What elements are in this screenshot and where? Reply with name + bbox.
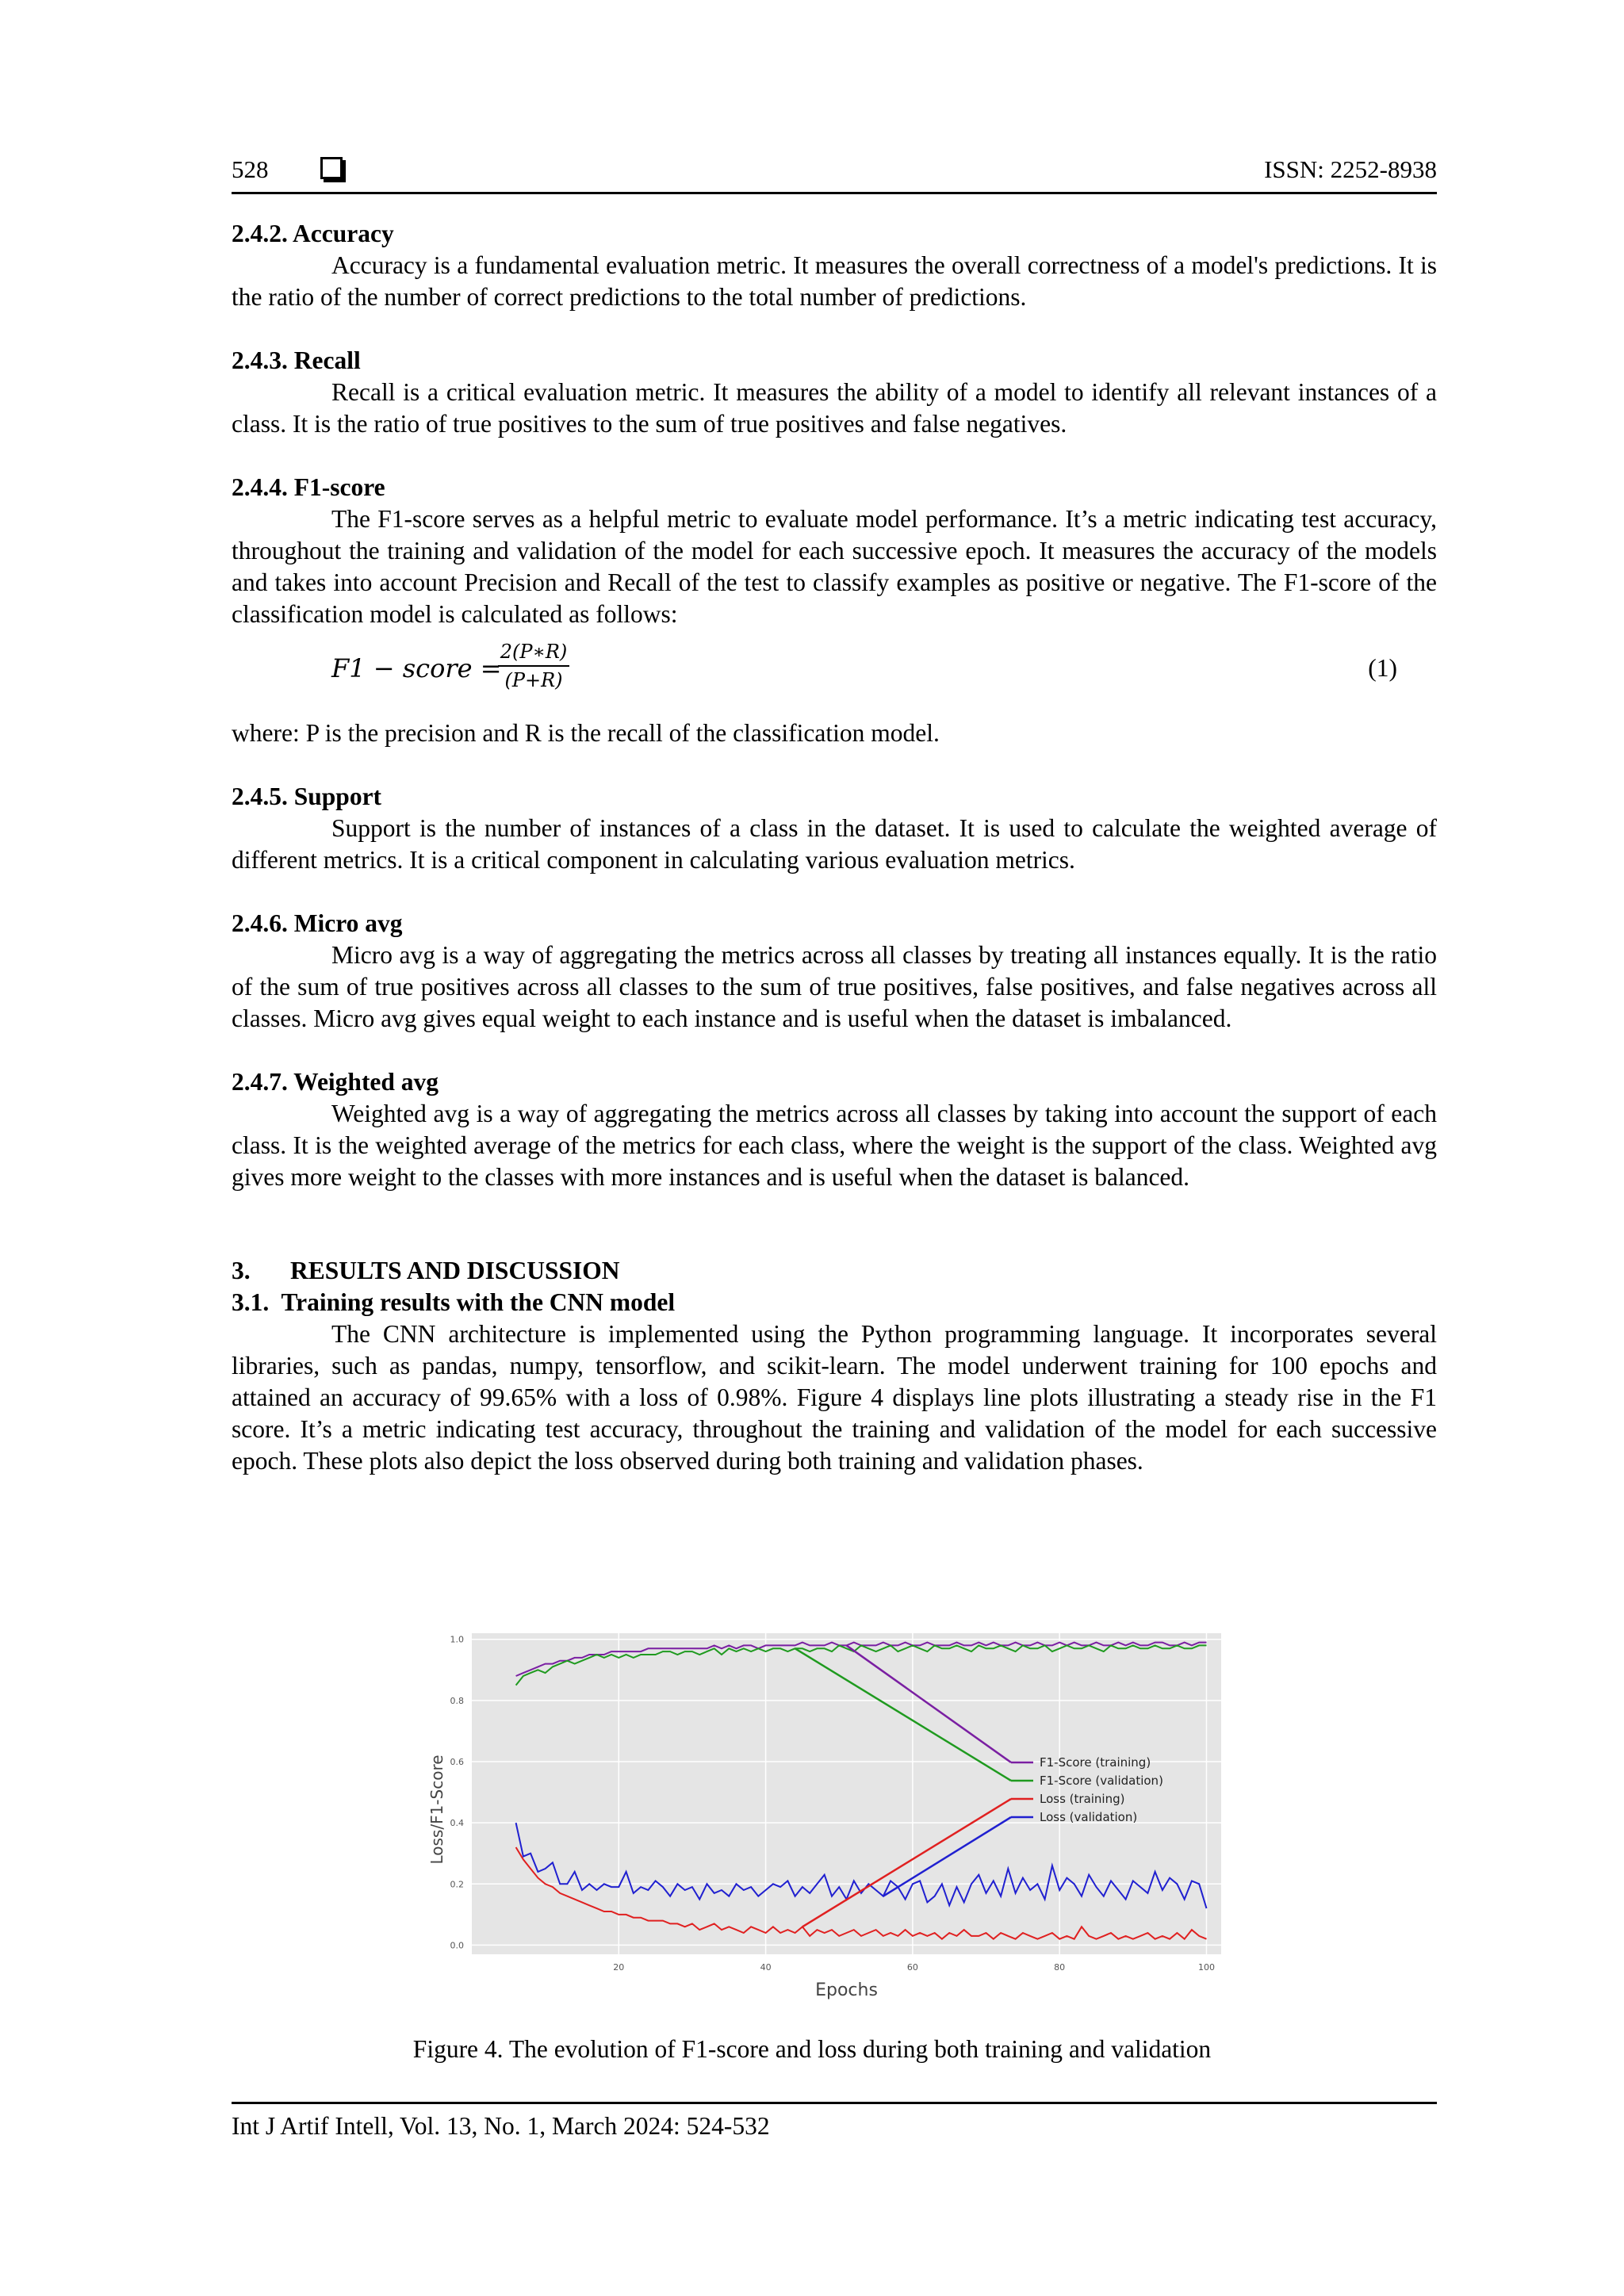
equation-where: [232, 718, 1437, 749]
x-axis-label: Epochs: [815, 1980, 878, 2000]
page-number: 528: [232, 155, 269, 183]
y-tick-label: 0.0: [450, 1940, 464, 1951]
results-subtitle: Training results with the CNN model: [281, 1288, 676, 1316]
results-subnumber: 3.1.: [232, 1288, 270, 1316]
legend-label: Loss (validation): [1040, 1810, 1138, 1824]
section-micro-avg: [232, 908, 1437, 1035]
results-subheading: [232, 1287, 1437, 1318]
legend-label: F1-Score (validation): [1040, 1774, 1163, 1788]
section-results: [232, 1255, 1437, 1477]
section-paragraph: Weighted avg is a way of aggregating the metrics across all classes by taking into account the support of each class. It is the weighted average of the metrics for each class, where the weight is the support of the class. Weighted avg gives more weight to the classes with more instances and is useful when the dataset is balanced.: [232, 1100, 1437, 1191]
checkbox-square-icon: [320, 157, 343, 179]
equation-lhs: F1 − score =: [331, 653, 502, 683]
results-title: RESULTS AND DISCUSSION: [290, 1257, 620, 1284]
equation-number: (1): [1368, 654, 1397, 682]
y-tick-label: 0.2: [450, 1879, 464, 1890]
x-tick-label: 60: [906, 1962, 918, 1973]
section-paragraph: Recall is a critical evaluation metric. It measures the ability of a model to identify all relevant instances of a class. It is the ratio of true positives to the sum of true positives and false negatives.: [232, 378, 1437, 438]
section-paragraph: Support is the number of instances of a class in the dataset. It is used to calculate the weighted average of different metrics. It is a critical component in calculating various evaluation metrics.: [232, 814, 1437, 874]
f1-loss-chart: [420, 1617, 1229, 2006]
section-weighted-avg: [232, 1066, 1437, 1193]
main-text: [232, 218, 1437, 1509]
x-tick-label: 100: [1197, 1962, 1215, 1973]
section-paragraph: Micro avg is a way of aggregating the metrics across all classes by treating all instances equally. It is the ratio of the sum of true positives across all classes to the sum of true positives, false positives, and false negatives across all classes. Micro avg gives equal weight to each instance and is useful when the dataset is imbalanced.: [232, 941, 1437, 1032]
section-paragraph: The F1-score serves as a helpful metric to evaluate model performance. It’s a metric indicating test accuracy, throughout the training and validation of the model for each successive epoch. It measures the accuracy of the models and takes into account Precision and Recall of the test to classify examples as positive or negative. The F1-score of the classification model is calculated as follows:: [232, 505, 1437, 628]
section-recall: [232, 345, 1437, 440]
section-heading: 2.4.4. F1-score: [232, 473, 385, 501]
results-paragraph: The CNN architecture is implemented using the Python programming language. It incorporates several libraries, such as pandas, numpy, tensorflow, and scikit-learn. The model underwent training for 100 epochs and attained an accuracy of 99.65% with a loss of 0.98%. Figure 4 displays line plots illustrating a steady rise in the F1 score. It’s a metric indicating test accuracy, throughout the training and validation of the model for each successive epoch. These plots also depict the loss observed during both training and validation phases.: [232, 1320, 1437, 1475]
equation-denominator: (P+R): [504, 669, 563, 691]
page-footer: Int J Artif Intell, Vol. 13, No. 1, March 2024: 524-532: [232, 2102, 1437, 2141]
section-heading: 2.4.7. Weighted avg: [232, 1068, 439, 1096]
section-f1-score: [232, 472, 1437, 630]
section-support: [232, 781, 1437, 876]
x-tick-label: 40: [760, 1962, 772, 1973]
section-heading: 2.4.3. Recall: [232, 346, 361, 374]
section-accuracy: [232, 218, 1437, 313]
legend-label: F1-Score (training): [1040, 1755, 1151, 1770]
x-tick-label: 20: [613, 1962, 625, 1973]
equation-numerator: 2(P∗R): [498, 638, 569, 667]
equation-1: [232, 638, 1437, 702]
section-heading: 2.4.2. Accuracy: [232, 220, 394, 247]
results-heading: [232, 1255, 1437, 1287]
equation-fraction: [498, 638, 569, 694]
y-tick-label: 0.6: [450, 1757, 464, 1767]
where-text: where: P is the precision and R is the recall of the classification model.: [232, 719, 940, 747]
section-heading: 2.4.6. Micro avg: [232, 909, 403, 937]
y-tick-label: 0.8: [450, 1695, 464, 1706]
figure-4: [420, 1617, 1229, 2006]
x-tick-label: 80: [1054, 1962, 1066, 1973]
section-heading: 2.4.5. Support: [232, 783, 382, 810]
figure-caption: Figure 4. The evolution of F1-score and loss during both training and validation: [412, 2035, 1212, 2063]
issn: ISSN: 2252-8938: [1264, 155, 1437, 183]
y-axis-label: Loss/F1-Score: [427, 1755, 446, 1865]
section-paragraph: Accuracy is a fundamental evaluation metric. It measures the overall correctness of a model's predictions. It is the ratio of the number of correct predictions to the total number of predictions.: [232, 251, 1437, 311]
results-number: 3.: [232, 1257, 251, 1284]
legend-label: Loss (training): [1040, 1792, 1125, 1806]
y-tick-label: 0.4: [450, 1818, 464, 1829]
y-tick-label: 1.0: [450, 1634, 464, 1645]
page-header: [232, 151, 1437, 194]
